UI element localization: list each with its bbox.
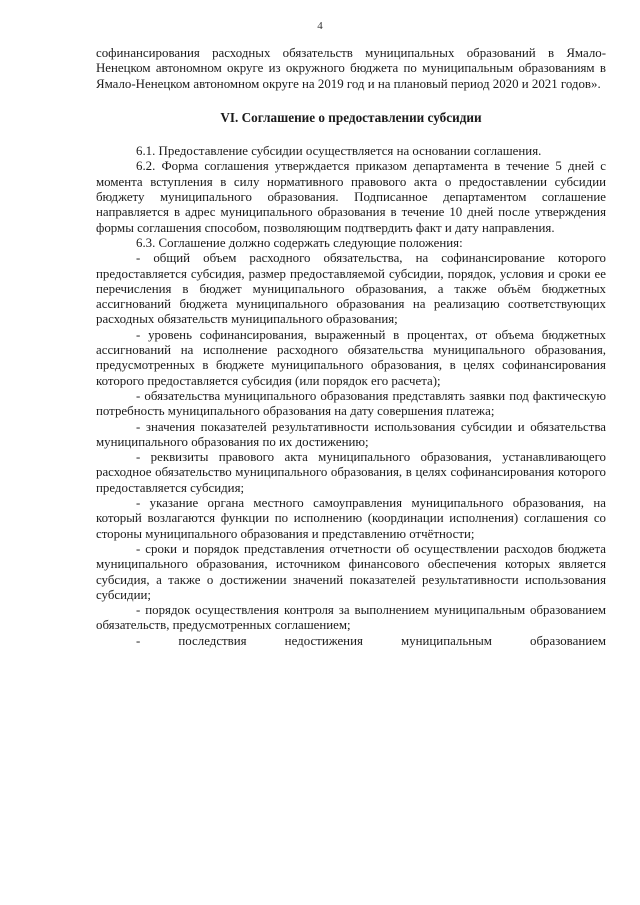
- list-item: - указание органа местного самоуправления муниципального образования, на который возлагаются функции по исполнению (координации исполнения) соглашения со стороны муниципального образования и представлению отчётности;: [96, 496, 606, 541]
- page-number: 4: [317, 20, 323, 32]
- list-item: - сроки и порядок представления отчетности об осуществлении расходов бюджета муниципального образования, источником финансового обеспечения которых является субсидия, а также о достижении значений показателей результативности использования субсидии;: [96, 541, 606, 602]
- list-item: - последствия недостижения муниципальным образованием: [136, 633, 606, 648]
- paragraph-continuation: софинансирования расходных обязательств муниципальных образований в Ямало-Ненецком автономном округе из окружного бюджета по муниципальным образованиям в Ямало-Ненецком автономном округе на 2019 год и на плановый период 2020 и 2021 годов».: [96, 46, 606, 91]
- list-item: - общий объем расходного обязательства, на софинансирование которого предоставляется субсидия, размер предоставляемой субсидии, порядок, условия и сроки ее перечисления в бюджет муниципального образования, а также объём бюджетных ассигнований бюджета муниципального образования на реализацию соответствующих расходных обязательств муниципального образования;: [96, 251, 606, 327]
- list-item: - порядок осуществления контроля за выполнением муниципальным образованием обязательств, предусмотренных соглашением;: [96, 603, 606, 633]
- list-item: - уровень софинансирования, выраженный в процентах, от объема бюджетных ассигнований на исполнение расходного обязательства муниципального образования, предусмотренных в бюджете муниципального образования, в целях софинансирования которого предоставляется субсидия (или порядок его расчета);: [96, 327, 606, 388]
- paragraph-6-3: 6.3. Соглашение должно содержать следующие положения:: [136, 235, 463, 250]
- list-item: - значения показателей результативности использования субсидии и обязательства муниципального образования по их достижению;: [96, 419, 606, 449]
- list-item: - реквизиты правового акта муниципального образования, устанавливающего расходное обязательство муниципального образования, в целях софинансирования которого предоставляется субсидия;: [96, 450, 606, 495]
- document-body: [96, 46, 606, 649]
- paragraph-6-1: 6.1. Предоставление субсидии осуществляется на основании соглашения.: [136, 144, 542, 159]
- section-heading: VI. Соглашение о предоставлении субсидии: [220, 109, 482, 125]
- list-item: - обязательства муниципального образования представлять заявки под фактическую потребность муниципального образования на дату совершения платежа;: [96, 388, 606, 419]
- paragraph-6-2: 6.2. Форма соглашения утверждается приказом департамента в течение 5 дней с момента вступления в силу нормативного правового акта о предоставлении субсидии бюджету муниципального образования. Подписанное департаментом соглашение направляется в адрес муниципального образования в течение 10 дней после утверждения формы соглашения способом, позволяющим подтвердить факт и дату направления.: [96, 159, 606, 235]
